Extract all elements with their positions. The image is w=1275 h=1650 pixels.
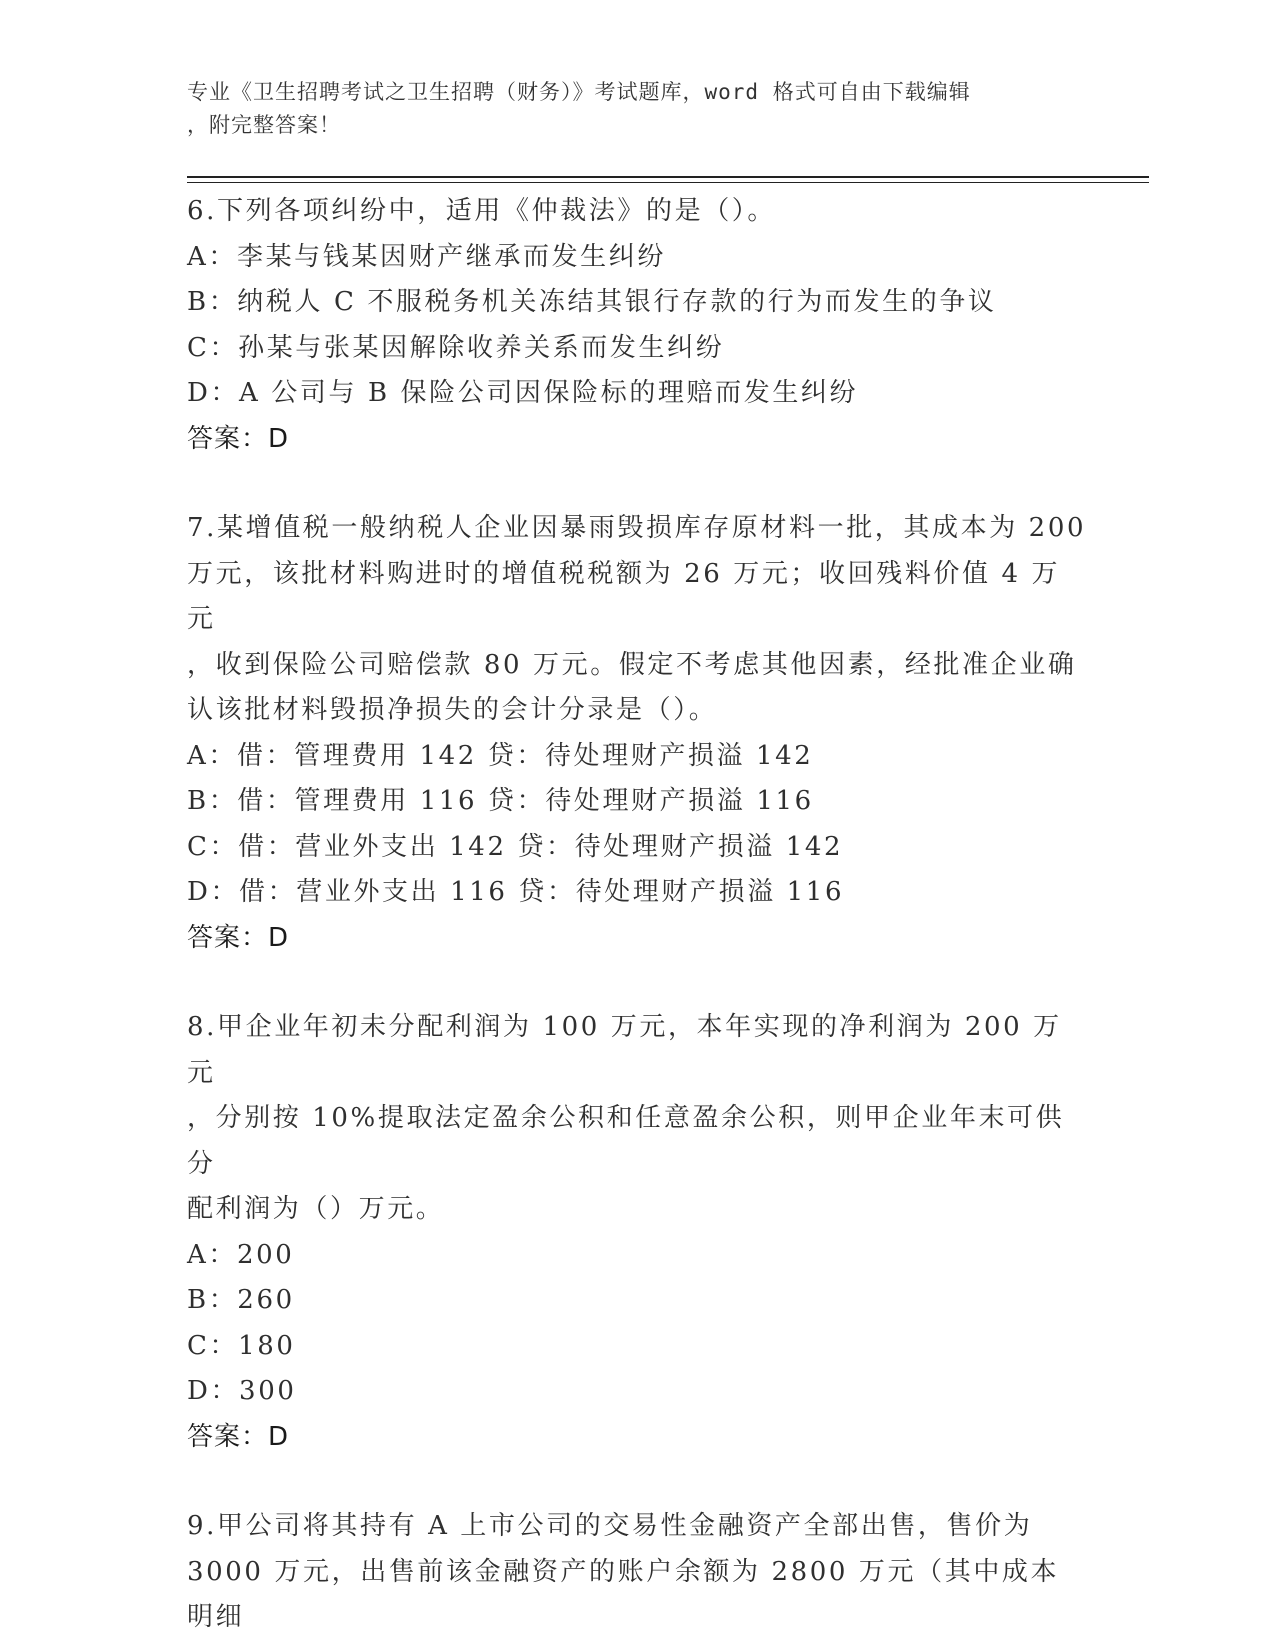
question-stem-line: 认该批材料毁损净损失的会计分录是（）。 — [187, 695, 718, 725]
answer-key: 答案：D — [187, 1421, 290, 1452]
question-block — [187, 506, 1087, 961]
question-stem-line: 6.下列各项纠纷中，适用《仲裁法》的是（）。 — [187, 196, 777, 226]
answer-option: B：借：管理费用 116 贷：待处理财产损溢 116 — [187, 786, 814, 816]
answer-option: D：300 — [187, 1376, 297, 1406]
answer-option: C：孙某与张某因解除收养关系而发生纠纷 — [187, 332, 725, 363]
answer-option: D：A 公司与 B 保险公司因保险标的理赔而发生纠纷 — [187, 378, 859, 408]
header-divider-thin — [187, 182, 1149, 183]
answer-option: B：260 — [187, 1285, 295, 1315]
answer-option: C：180 — [187, 1330, 296, 1361]
answer-key: 答案：D — [187, 922, 290, 953]
question-block — [187, 1005, 1087, 1460]
answer-option: D：借：营业外支出 116 贷：待处理财产损溢 116 — [187, 877, 845, 907]
question-stem-line: 万元，该批材料购进时的增值税税额为 26 万元；收回残料价值 4 万元 — [187, 558, 1061, 634]
question-stem-line: 9.甲公司将其持有 A 上市公司的交易性金融资产全部出售，售价为 — [187, 1511, 1033, 1541]
question-stem-line: ，收到保险公司赔偿款 80 万元。假定不考虑其他因素，经批准企业确 — [187, 649, 1077, 680]
answer-key: 答案：D — [187, 423, 290, 454]
question-spacer — [187, 961, 1087, 1005]
header-line-2: ，附完整答案！ — [187, 113, 341, 137]
header-line-1: 专业《卫生招聘考试之卫生招聘（财务）》考试题库，word 格式可自由下载编辑 — [187, 80, 971, 104]
question-spacer — [187, 1460, 1087, 1504]
answer-option: A：借：管理费用 142 贷：待处理财产损溢 142 — [187, 740, 814, 771]
question-stem-line: 8.甲企业年初未分配利润为 100 万元，本年实现的净利润为 200 万元 — [187, 1012, 1062, 1088]
header-divider-thick — [187, 176, 1149, 178]
question-stem-line: ，分别按 10%提取法定盈余公积和任意盈余公积，则甲企业年末可供分 — [187, 1103, 1065, 1179]
answer-option: A：200 — [187, 1239, 295, 1270]
question-stem-line: 7.某增值税一般纳税人企业因暴雨毁损库存原材料一批，其成本为 200 — [187, 513, 1087, 543]
answer-option: A：李某与钱某因财产继承而发生纠纷 — [187, 241, 666, 272]
question-stem-line: 3000 万元，出售前该金融资产的账户余额为 2800 万元（其中成本明细 — [187, 1556, 1060, 1632]
document-header — [187, 76, 1067, 142]
question-block — [187, 189, 1087, 462]
question-spacer — [187, 462, 1087, 506]
answer-option: C：借：营业外支出 142 贷：待处理财产损溢 142 — [187, 831, 844, 862]
question-list — [187, 189, 1087, 1641]
question-stem-line: 配利润为（）万元。 — [187, 1194, 445, 1224]
question-block — [187, 1504, 1087, 1641]
answer-option: B：纳税人 C 不服税务机关冻结其银行存款的行为而发生的争议 — [187, 287, 997, 317]
